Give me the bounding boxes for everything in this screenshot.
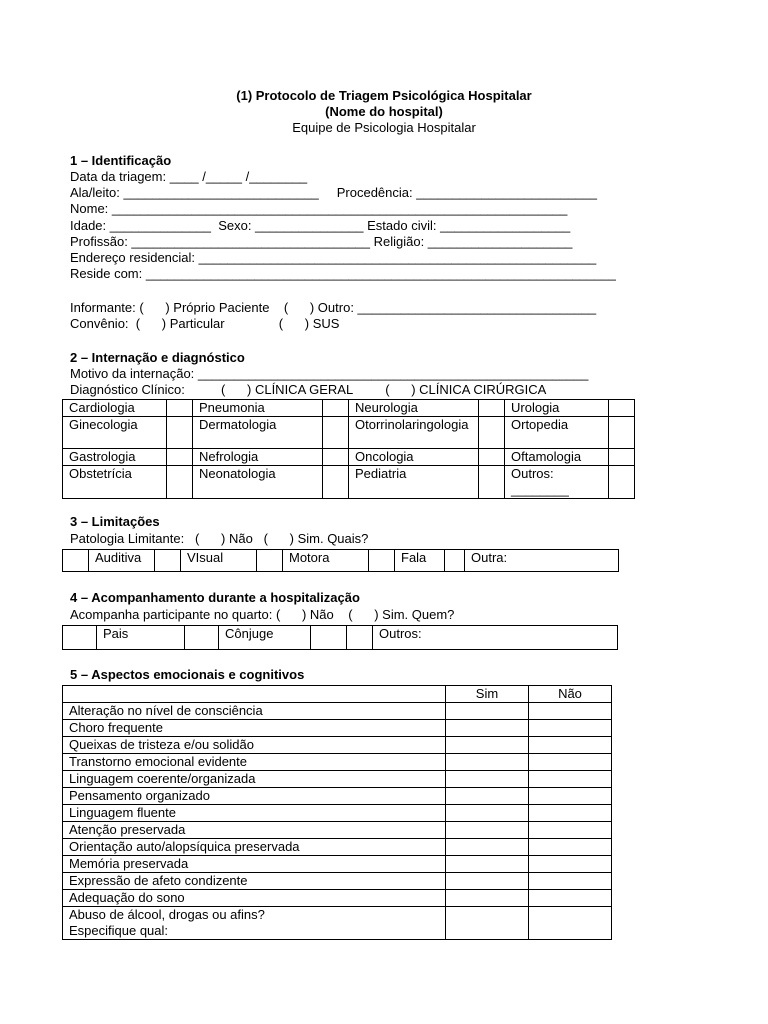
answer-nao-cell[interactable] xyxy=(529,839,612,856)
section-1-title: 1 – Identificação xyxy=(70,153,172,168)
companion-other-field[interactable]: Outros: xyxy=(373,626,618,650)
checkbox-cell[interactable] xyxy=(155,550,181,572)
field-profissao-religiao[interactable]: Profissão: _________________________________ Religião: ____________________ xyxy=(70,234,573,249)
field-endereco[interactable]: Endereço residencial: _______________________________________________________ xyxy=(70,250,597,265)
column-header-sim: Sim xyxy=(446,686,529,703)
answer-sim-cell[interactable] xyxy=(446,907,529,940)
checkbox-cell[interactable] xyxy=(445,550,465,572)
table-header-row xyxy=(63,686,612,703)
limitation-label: Motora xyxy=(283,550,369,572)
section-5-title: 5 – Aspectos emocionais e cognitivos xyxy=(70,667,305,682)
answer-sim-cell[interactable] xyxy=(446,805,529,822)
checkbox-cell[interactable] xyxy=(609,400,635,417)
checkbox-cell[interactable] xyxy=(609,449,635,466)
specialty-cell: Obstetrícia xyxy=(63,466,167,499)
specialty-cell: Gastrologia xyxy=(63,449,167,466)
limitation-label: Auditiva xyxy=(89,550,155,572)
aspect-label: Abuso de álcool, drogas ou afins? Especifique qual: xyxy=(63,907,446,940)
limitation-other-field[interactable]: Outra: xyxy=(465,550,619,572)
specialty-cell: Neonatologia xyxy=(193,466,323,499)
limitation-label: Fala xyxy=(395,550,445,572)
document-title: (1) Protocolo de Triagem Psicológica Hospitalar xyxy=(236,88,532,103)
answer-sim-cell[interactable] xyxy=(446,737,529,754)
aspect-label: Memória preservada xyxy=(63,856,446,873)
table-row xyxy=(63,703,612,720)
answer-nao-cell[interactable] xyxy=(529,788,612,805)
table-row xyxy=(63,873,612,890)
aspect-label: Transtorno emocional evidente xyxy=(63,754,446,771)
answer-sim-cell[interactable] xyxy=(446,703,529,720)
answer-nao-cell[interactable] xyxy=(529,771,612,788)
field-diagnostico-clinico[interactable]: Diagnóstico Clínico: ( ) CLÍNICA GERAL ( ) CLÍNICA CIRÚRGICA xyxy=(70,382,547,397)
checkbox-cell[interactable] xyxy=(609,417,635,449)
field-ala-procedencia[interactable]: Ala/leito: ___________________________ Procedência: _________________________ xyxy=(70,185,597,200)
hospital-name: (Nome do hospital) xyxy=(325,104,443,119)
table-row xyxy=(63,805,612,822)
specialty-table xyxy=(62,399,635,499)
header-empty-cell xyxy=(63,686,446,703)
table-row xyxy=(63,907,612,940)
table-row xyxy=(63,417,635,449)
answer-sim-cell[interactable] xyxy=(446,720,529,737)
answer-sim-cell[interactable] xyxy=(446,822,529,839)
checkbox-cell[interactable] xyxy=(311,626,347,650)
limitations-table xyxy=(62,549,619,572)
checkbox-cell[interactable] xyxy=(347,626,373,650)
checkbox-cell[interactable] xyxy=(167,466,193,499)
checkbox-cell[interactable] xyxy=(323,449,349,466)
specialty-cell: Ginecologia xyxy=(63,417,167,449)
companion-label: Cônjuge xyxy=(219,626,311,650)
field-informante[interactable]: Informante: ( ) Próprio Paciente ( ) Outro: _________________________________ xyxy=(70,300,597,315)
checkbox-cell[interactable] xyxy=(479,400,505,417)
companion-label: Pais xyxy=(97,626,185,650)
specialty-cell: Pneumonia xyxy=(193,400,323,417)
specialty-cell: Urologia xyxy=(505,400,609,417)
table-row xyxy=(63,449,635,466)
field-acompanhante[interactable]: Acompanha participante no quarto: ( ) Não ( ) Sim. Quem? xyxy=(70,607,455,622)
aspect-label: Queixas de tristeza e/ou solidão xyxy=(63,737,446,754)
aspect-label: Adequação do sono xyxy=(63,890,446,907)
table-row xyxy=(63,839,612,856)
aspect-label: Pensamento organizado xyxy=(63,788,446,805)
aspect-label: Orientação auto/alopsíquica preservada xyxy=(63,839,446,856)
companion-table xyxy=(62,625,618,650)
answer-nao-cell[interactable] xyxy=(529,754,612,771)
field-reside-com[interactable]: Reside com: _________________________________________________________________ xyxy=(70,266,616,281)
field-motivo-internacao[interactable]: Motivo da internação: ______________________________________________________ xyxy=(70,366,589,381)
checkbox-cell[interactable] xyxy=(369,550,395,572)
specialty-cell: Otorrinolaringologia xyxy=(349,417,479,449)
answer-nao-cell[interactable] xyxy=(529,737,612,754)
specialty-cell: Neurologia xyxy=(349,400,479,417)
answer-sim-cell[interactable] xyxy=(446,839,529,856)
checkbox-cell[interactable] xyxy=(257,550,283,572)
checkbox-cell[interactable] xyxy=(323,400,349,417)
checkbox-cell[interactable] xyxy=(479,417,505,449)
answer-nao-cell[interactable] xyxy=(529,907,612,940)
answer-sim-cell[interactable] xyxy=(446,873,529,890)
answer-sim-cell[interactable] xyxy=(446,890,529,907)
field-nome[interactable]: Nome: _______________________________________________________________ xyxy=(70,201,568,216)
emotional-aspects-table xyxy=(62,685,612,940)
section-2-title: 2 – Internação e diagnóstico xyxy=(70,350,245,365)
field-convenio[interactable]: Convênio: ( ) Particular ( ) SUS xyxy=(70,316,340,331)
specialty-cell: Oftamologia xyxy=(505,449,609,466)
answer-nao-cell[interactable] xyxy=(529,873,612,890)
specialty-cell: Dermatologia xyxy=(193,417,323,449)
checkbox-cell[interactable] xyxy=(323,466,349,499)
answer-sim-cell[interactable] xyxy=(446,754,529,771)
field-patologia-limitante[interactable]: Patologia Limitante: ( ) Não ( ) Sim. Quais? xyxy=(70,531,369,546)
answer-nao-cell[interactable] xyxy=(529,720,612,737)
team-name: Equipe de Psicologia Hospitalar xyxy=(292,120,476,135)
answer-sim-cell[interactable] xyxy=(446,771,529,788)
specialty-cell-outros[interactable]: Outros: ________ xyxy=(505,466,609,499)
specialty-cell: Cardiologia xyxy=(63,400,167,417)
section-4-title: 4 – Acompanhamento durante a hospitalização xyxy=(70,590,360,605)
checkbox-cell[interactable] xyxy=(479,449,505,466)
table-row xyxy=(63,822,612,839)
specialty-cell: Pediatria xyxy=(349,466,479,499)
table-row xyxy=(63,720,612,737)
field-data-triagem[interactable]: Data da triagem: ____ /_____ /________ xyxy=(70,169,308,184)
answer-nao-cell[interactable] xyxy=(529,822,612,839)
aspect-label: Expressão de afeto condizente xyxy=(63,873,446,890)
table-row xyxy=(63,856,612,873)
table-row xyxy=(63,400,635,417)
table-row xyxy=(63,788,612,805)
checkbox-cell[interactable] xyxy=(167,417,193,449)
checkbox-cell[interactable] xyxy=(167,400,193,417)
checkbox-cell[interactable] xyxy=(63,550,89,572)
answer-nao-cell[interactable] xyxy=(529,805,612,822)
aspect-label: Linguagem coerente/organizada xyxy=(63,771,446,788)
aspect-label: Choro frequente xyxy=(63,720,446,737)
table-row xyxy=(63,771,612,788)
limitation-label: VIsual xyxy=(181,550,257,572)
table-row xyxy=(63,737,612,754)
section-3-title: 3 – Limitações xyxy=(70,514,160,529)
checkbox-cell[interactable] xyxy=(185,626,219,650)
table-row xyxy=(63,890,612,907)
column-header-nao: Não xyxy=(529,686,612,703)
table-row xyxy=(63,466,635,499)
specialty-cell: Ortopedia xyxy=(505,417,609,449)
answer-sim-cell[interactable] xyxy=(446,856,529,873)
table-row xyxy=(63,754,612,771)
aspect-label: Alteração no nível de consciência xyxy=(63,703,446,720)
specialty-cell: Nefrologia xyxy=(193,449,323,466)
aspect-label: Linguagem fluente xyxy=(63,805,446,822)
answer-nao-cell[interactable] xyxy=(529,703,612,720)
field-idade-sexo-estado-civil[interactable]: Idade: ______________ Sexo: _______________ Estado civil: __________________ xyxy=(70,218,571,233)
checkbox-cell[interactable] xyxy=(479,466,505,499)
checkbox-cell[interactable] xyxy=(609,466,635,499)
answer-sim-cell[interactable] xyxy=(446,788,529,805)
table-row xyxy=(63,626,618,650)
checkbox-cell[interactable] xyxy=(63,626,97,650)
checkbox-cell[interactable] xyxy=(167,449,193,466)
answer-nao-cell[interactable] xyxy=(529,890,612,907)
table-row xyxy=(63,550,619,572)
answer-nao-cell[interactable] xyxy=(529,856,612,873)
checkbox-cell[interactable] xyxy=(323,417,349,449)
aspect-label: Atenção preservada xyxy=(63,822,446,839)
specialty-cell: Oncologia xyxy=(349,449,479,466)
